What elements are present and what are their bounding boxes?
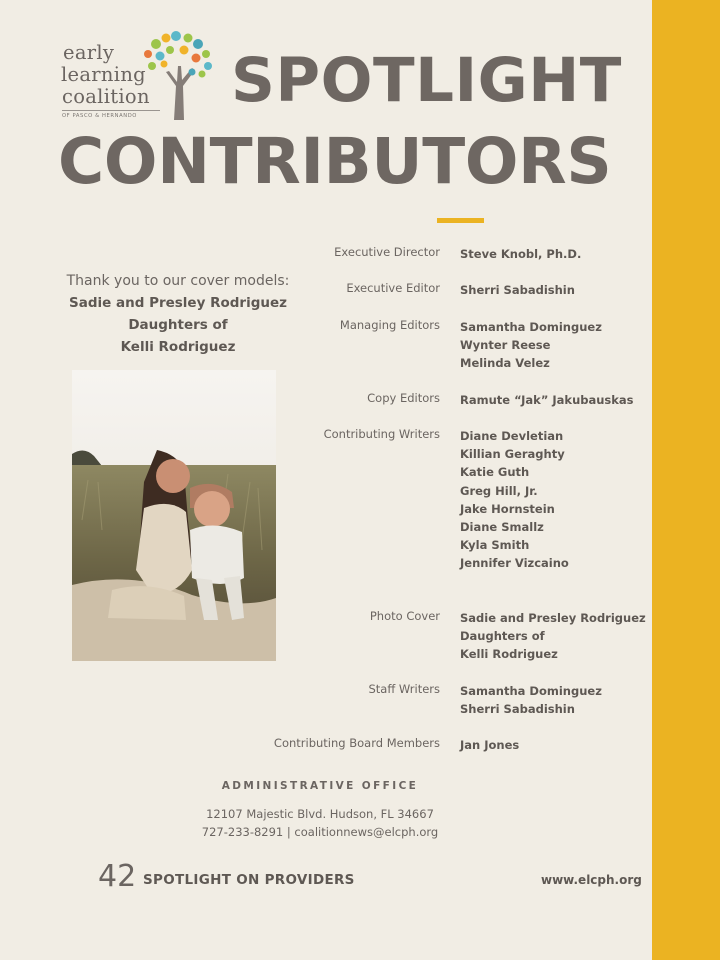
thanks-intro: Thank you to our cover models: [66, 273, 290, 289]
credit-name: Killian Geraghty [460, 447, 565, 462]
credit-label: Contributing Writers [323, 427, 440, 441]
page-number: 42 [98, 859, 137, 894]
office-contact[interactable]: 727-233-8291 | coalitionnews@elcph.org [201, 825, 439, 839]
credit-names [460, 736, 519, 754]
photo-illustration [72, 370, 276, 661]
logo-subtitle: OF PASCO & HERNANDO [62, 113, 137, 119]
logo-word-early: early [63, 41, 115, 64]
credit-label: Contributing Board Members [273, 736, 440, 750]
credit-name: Diane Devletian [460, 429, 564, 443]
office-heading: ADMINISTRATIVE OFFICE [221, 780, 419, 792]
credit-name: Melinda Velez [460, 356, 550, 371]
credit-name: Jake Hornstein [460, 501, 555, 516]
tree-icon [136, 28, 220, 124]
credit-label: Executive Director [334, 245, 440, 259]
credit-label: Staff Writers [368, 682, 440, 696]
credit-name: Sherri Sabadishin [460, 702, 575, 717]
credit-name: Wynter Reese [460, 338, 551, 353]
credit-name: Samantha Dominguez [460, 684, 602, 698]
title-spotlight: SPOTLIGHT [231, 45, 622, 116]
credit-name: Diane Smallz [460, 520, 544, 535]
website-link[interactable]: www.elcph.org [541, 873, 642, 887]
credit-name: Sherri Sabadishin [460, 283, 575, 297]
credit-names [460, 245, 581, 263]
credit-name: Ramute “Jak” Jakubauskas [460, 393, 634, 407]
credit-name: Jan Jones [460, 738, 520, 752]
accent-side-bar [652, 0, 720, 960]
footer-publication-title: SPOTLIGHT ON PROVIDERS [143, 872, 355, 888]
credit-name: Katie Guth [460, 465, 530, 480]
title-contributors: CONTRIBUTORS [58, 125, 612, 198]
credit-names [460, 281, 575, 299]
credit-name: Kelli Rodriguez [460, 647, 558, 662]
credit-name: Steve Knobl, Ph.D. [460, 247, 582, 261]
logo-word-coalition: coalition [62, 85, 150, 108]
credit-names [460, 391, 634, 409]
credit-names [460, 318, 602, 373]
credit-label: Executive Editor [346, 281, 440, 295]
credit-label: Copy Editors [367, 391, 440, 405]
credit-names [460, 609, 646, 664]
thanks-relation: Daughters of [128, 317, 228, 333]
credit-label: Managing Editors [339, 318, 440, 332]
credit-name: Greg Hill, Jr. [460, 483, 538, 498]
credit-name: Jennifer Vizcaino [460, 556, 569, 571]
thanks-names: Sadie and Presley Rodriguez [69, 295, 287, 311]
office-address: 12107 Majestic Blvd. Hudson, FL 34667 [206, 807, 434, 821]
credit-label: Photo Cover [369, 609, 440, 623]
credit-name: Samantha Dominguez [460, 320, 602, 334]
cover-models-photo [72, 370, 276, 661]
credit-name: Sadie and Presley Rodriguez [460, 611, 646, 625]
thanks-parent: Kelli Rodriguez [120, 339, 236, 355]
title-accent-rule [437, 218, 484, 223]
credit-names [460, 427, 569, 573]
coalition-logo[interactable] [58, 28, 223, 128]
logo-word-learning: learning [61, 63, 146, 86]
credit-names [460, 682, 602, 718]
credit-name: Daughters of [460, 629, 545, 644]
cover-models-thanks [40, 270, 316, 358]
credit-name: Kyla Smith [460, 538, 530, 553]
